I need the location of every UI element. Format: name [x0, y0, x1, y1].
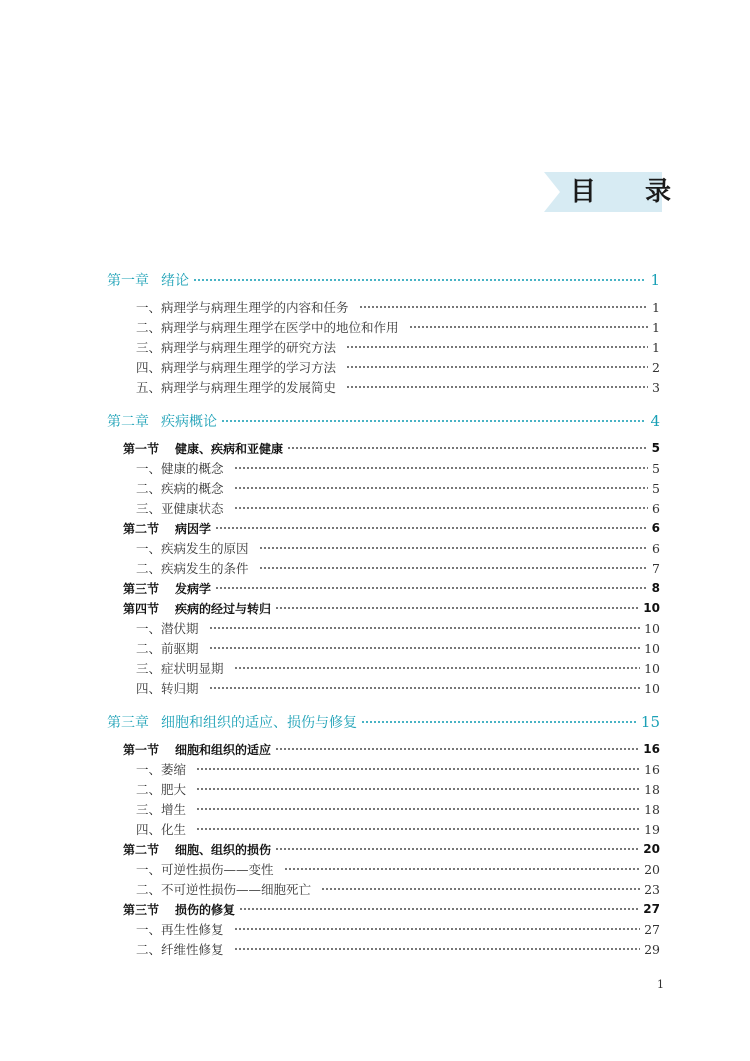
toc-entry-label [136, 880, 311, 898]
toc-entry-page: 10 [643, 601, 660, 615]
page-number: 1 [657, 978, 664, 991]
toc-subsection-entry[interactable] [136, 538, 660, 558]
toc-entry-page: 29 [644, 941, 660, 957]
toc-entry-label [136, 338, 336, 356]
toc-entry-title: 四、转归期 [136, 681, 199, 696]
toc-entry-title: 二、纤维性修复 [136, 942, 224, 957]
toc-entry-number: 第三章 [107, 715, 149, 731]
toc-entry-label [136, 298, 349, 316]
toc-subsection-entry[interactable] [136, 618, 660, 638]
toc-entry-number: 第二节 [123, 842, 160, 857]
toc-entry-page: 10 [644, 620, 660, 636]
toc-entry-title: 四、病理学与病理生理学的学习方法 [136, 360, 337, 375]
toc-chapter-entry[interactable] [107, 270, 660, 290]
toc-entry-label [123, 440, 283, 457]
toc-entry-page: 10 [644, 640, 660, 656]
toc-entry-page: 20 [643, 842, 660, 856]
toc-entry-page: 2 [652, 359, 660, 375]
toc-section-entry[interactable] [123, 518, 660, 538]
dot-leader [209, 647, 641, 649]
toc-entry-title: 一、萎缩 [136, 762, 187, 777]
toc-entry-title: 一、再生性修复 [136, 922, 224, 937]
dot-leader [234, 928, 641, 930]
toc-entry-page: 4 [650, 412, 660, 430]
toc-section-entry[interactable] [123, 899, 660, 919]
toc-entry-label [136, 659, 224, 677]
toc-entry-title: 损伤的修复 [175, 902, 236, 917]
dot-leader [259, 547, 649, 549]
toc-entry-page: 10 [644, 680, 660, 696]
toc-entry-page: 10 [644, 660, 660, 676]
dot-leader [409, 326, 649, 328]
dot-leader [346, 346, 648, 348]
toc-entry-title: 二、肥大 [136, 782, 187, 797]
toc-entry-title: 健康、疾病和亚健康 [175, 441, 284, 456]
toc-entry-label [136, 820, 186, 838]
toc-entry-page: 5 [651, 441, 660, 455]
toc-entry-page: 1 [652, 339, 660, 355]
toc-entry-label [136, 318, 399, 336]
toc-entry-number: 第三节 [123, 581, 160, 596]
toc-entry-title: 疾病的经过与转归 [175, 601, 272, 616]
toc-entry-title: 一、可逆性损伤——变性 [136, 862, 274, 877]
toc-entry-label [136, 940, 224, 958]
toc-subsection-entry[interactable] [136, 879, 660, 899]
toc-entry-label [123, 520, 211, 537]
toc-entry-page: 19 [644, 821, 660, 837]
toc-entry-page: 27 [644, 921, 660, 937]
toc-entry-page: 20 [644, 861, 660, 877]
dot-leader [196, 808, 640, 810]
toc-entry-label [136, 800, 186, 818]
toc-entry-label [136, 679, 199, 697]
toc-entry-label [123, 580, 211, 597]
toc-section-entry[interactable] [123, 578, 660, 598]
toc-entry-page: 23 [644, 881, 660, 897]
dot-leader [196, 828, 640, 830]
toc-subsection-entry[interactable] [136, 357, 660, 377]
toc-entry-title: 细胞和组织的适应 [175, 742, 272, 757]
toc-entry-label [136, 780, 186, 798]
dot-leader [196, 768, 640, 770]
toc-entry-title: 发病学 [175, 581, 212, 596]
toc-subsection-entry[interactable] [136, 478, 660, 498]
toc-subsection-entry[interactable] [136, 638, 660, 658]
toc-entry-label [136, 378, 336, 396]
toc-entry-title: 二、疾病发生的条件 [136, 561, 249, 576]
toc-chapter-entry[interactable] [107, 712, 660, 732]
toc-subsection-entry[interactable] [136, 317, 660, 337]
toc-entry-label [123, 600, 271, 617]
dot-leader [275, 748, 639, 750]
toc-entry-title: 二、不可逆性损伤——细胞死亡 [136, 882, 312, 897]
toc-entry-title: 一、潜伏期 [136, 621, 199, 636]
dot-leader [284, 868, 641, 870]
dot-leader [234, 667, 641, 669]
toc-entry-label [136, 358, 336, 376]
dot-leader [209, 687, 641, 689]
toc-entry-title: 三、亚健康状态 [136, 501, 224, 516]
dot-leader [321, 888, 640, 890]
dot-leader [346, 386, 648, 388]
toc-subsection-entry[interactable] [136, 337, 660, 357]
toc-subsection-entry[interactable] [136, 377, 660, 397]
dot-leader [234, 487, 649, 489]
toc-entry-page: 1 [652, 299, 660, 315]
toc-entry-title: 五、病理学与病理生理学的发展简史 [136, 380, 337, 395]
toc-entry-page: 15 [640, 713, 660, 731]
toc-subsection-entry[interactable] [136, 939, 660, 959]
toc-section-entry[interactable] [123, 438, 660, 458]
dot-leader [196, 788, 640, 790]
toc-entry-page: 18 [644, 801, 660, 817]
dot-leader [215, 587, 648, 589]
toc-entry-label [136, 760, 186, 778]
toc-entry-label [123, 901, 235, 918]
toc-subsection-entry[interactable] [136, 297, 660, 317]
toc-entry-page: 1 [650, 271, 660, 289]
toc-subsection-entry[interactable] [136, 819, 660, 839]
toc-entry-page: 6 [651, 521, 660, 535]
dot-leader [287, 447, 648, 449]
dot-leader [259, 567, 649, 569]
toc-entry-label [136, 559, 249, 577]
toc-entry-title: 细胞和组织的适应、损伤与修复 [161, 715, 357, 731]
toc-entry-number: 第三节 [123, 902, 160, 917]
toc-subsection-entry[interactable] [136, 799, 660, 819]
toc-entry-title: 三、增生 [136, 802, 187, 817]
toc-entry-title: 一、病理学与病理生理学的内容和任务 [136, 300, 349, 315]
toc-entry-page: 7 [652, 560, 660, 576]
toc-entry-page: 5 [652, 460, 660, 476]
toc-entry-label [136, 459, 224, 477]
toc-entry-number: 第一节 [123, 742, 160, 757]
toc-entry-page: 8 [651, 581, 660, 595]
toc-entry-label [107, 411, 217, 431]
toc-entry-page: 16 [643, 742, 660, 756]
dot-leader [193, 279, 646, 281]
dot-leader [361, 721, 637, 723]
toc-entry-label [136, 499, 224, 517]
dot-leader [239, 908, 639, 910]
toc-entry-title: 四、化生 [136, 822, 187, 837]
toc-subsection-entry[interactable] [136, 498, 660, 518]
toc-entry-label [136, 479, 224, 497]
toc-subsection-entry[interactable] [136, 759, 660, 779]
toc-entry-label [136, 920, 224, 938]
toc-entry-title: 二、疾病的概念 [136, 481, 224, 496]
toc-entry-title: 一、疾病发生的原因 [136, 541, 249, 556]
dot-leader [215, 527, 648, 529]
dot-leader [209, 627, 641, 629]
toc-entry-title: 绪论 [161, 273, 189, 289]
toc-section-entry[interactable] [123, 598, 660, 618]
toc-entry-page: 16 [644, 761, 660, 777]
toc-entry-title: 二、病理学与病理生理学在医学中的地位和作用 [136, 320, 399, 335]
toc-entry-title: 疾病概论 [161, 414, 217, 430]
toc-entry-title: 三、症状明显期 [136, 661, 224, 676]
dot-leader [234, 948, 641, 950]
toc-entry-label [136, 539, 249, 557]
toc-subsection-entry[interactable] [136, 779, 660, 799]
toc-entry-label [107, 270, 189, 290]
toc-entry-page: 18 [644, 781, 660, 797]
dot-leader [234, 507, 649, 509]
toc-subsection-entry[interactable] [136, 458, 660, 478]
toc-entry-page: 6 [652, 540, 660, 556]
toc-entry-label [136, 639, 199, 657]
toc-entry-label [136, 619, 199, 637]
toc-entry-title: 细胞、组织的损伤 [175, 842, 272, 857]
toc-entry-number: 第二章 [107, 414, 149, 430]
toc-entry-title: 三、病理学与病理生理学的研究方法 [136, 340, 337, 355]
dot-leader [359, 306, 649, 308]
toc-section-entry[interactable] [123, 739, 660, 759]
toc-subsection-entry[interactable] [136, 859, 660, 879]
toc-entry-label [123, 841, 271, 858]
toc-chapter-entry[interactable] [107, 411, 660, 431]
toc-entry-number: 第二节 [123, 521, 160, 536]
page-title: 目 录 [570, 177, 692, 207]
toc-entry-label [107, 712, 357, 732]
toc-entry-title: 病因学 [175, 521, 212, 536]
toc-entry-page: 1 [652, 319, 660, 335]
toc-subsection-entry[interactable] [136, 558, 660, 578]
toc-subsection-entry[interactable] [136, 658, 660, 678]
dot-leader [221, 420, 646, 422]
dot-leader [275, 848, 639, 850]
toc-entry-page: 27 [643, 902, 660, 916]
dot-leader [234, 467, 649, 469]
toc-entry-title: 二、前驱期 [136, 641, 199, 656]
toc-subsection-entry[interactable] [136, 678, 660, 698]
toc-entry-page: 6 [652, 500, 660, 516]
toc-entry-page: 3 [652, 379, 660, 395]
dot-leader [275, 607, 639, 609]
toc-entry-number: 第四节 [123, 601, 160, 616]
dot-leader [346, 366, 648, 368]
toc-entry-title: 一、健康的概念 [136, 461, 224, 476]
toc-entry-page: 5 [652, 480, 660, 496]
toc-entry-label [123, 741, 271, 758]
toc-entry-number: 第一节 [123, 441, 160, 456]
toc-section-entry[interactable] [123, 839, 660, 859]
toc-entry-label [136, 860, 274, 878]
toc-subsection-entry[interactable] [136, 919, 660, 939]
toc-entry-number: 第一章 [107, 273, 149, 289]
